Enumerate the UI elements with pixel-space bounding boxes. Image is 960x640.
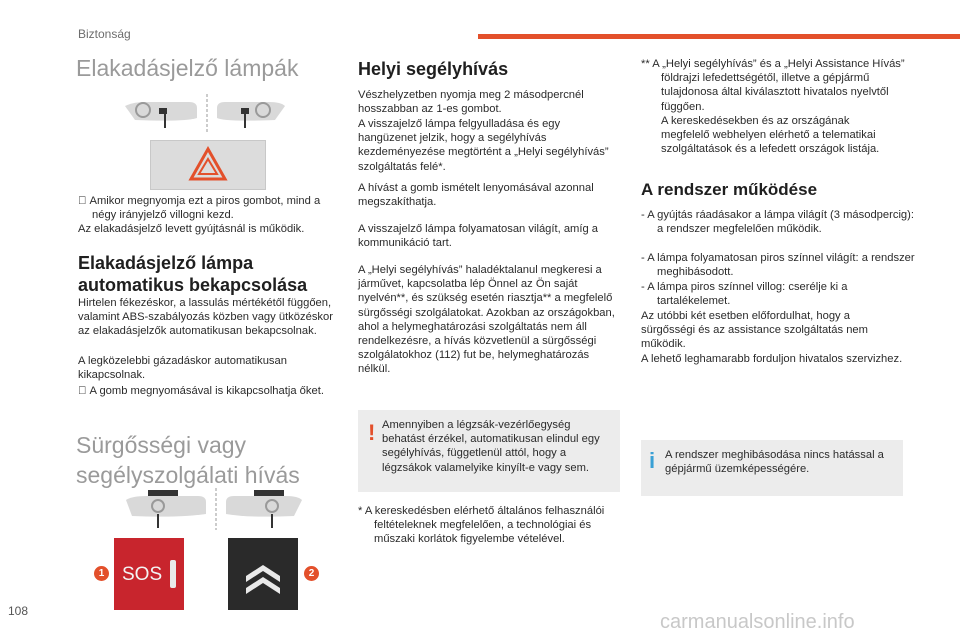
emergency-light-on-text: A visszajelző lámpa folyamatosan világít, amíg a kommunikáció tart. [358, 223, 599, 250]
footnote-double-star-2: A kereskedésekben és az országának megfelelő webhelyen elérhető a telematikai szolgáltatások és a lefedett országok listája. [661, 115, 880, 156]
sos-indicator-icon [170, 560, 176, 588]
info-icon: i [649, 448, 656, 473]
auto-hazard-button-text: A gomb megnyomásával is kikapcsolhatja őket. [78, 385, 313, 397]
system-note: Az utóbbi két esetben előfordulhat, hogy a sürgősségi és az assistance szolgáltatás nem működik. [641, 310, 868, 351]
title-auto-hazard-line1: Elakadásjelző lámpa [78, 253, 254, 273]
watermark: carmanualsonline.info [660, 611, 855, 633]
title-emergency-call-line2: segélyszolgálati hívás [76, 462, 300, 488]
airbag-warning-text: Amennyiben a légzsák-vezérlőegység behatást érzékel, automatikusan elindul egy segélyhívás, függetlenül attól, hogy a légzsákok valamelyike kinyílt-e vagy sem. [382, 419, 600, 474]
header-accent-bar [478, 34, 960, 39]
emergency-service-text: A „Helyi segélyhívás” haladéktalanul megkeresi a járművet, kapcsolatba lép Önnel az Ön saját nyelvén**, és szükség esetén riasztja** a megfelelő sürgősségi szolgálatokat. Azokban az országokban, ahol a helymeghatározási szolgáltatás nem áll rendelkezésre, a hívás közvetlenül a sürgősségi szolgálatokhoz (112) fut be, helymeghatározás nélkül. [358, 264, 615, 376]
page-number: 108 [8, 604, 29, 618]
roof-console-illustration-2 [118, 488, 308, 530]
title-system-operation: A rendszer működése [641, 180, 818, 199]
roof-console-icon [125, 94, 285, 134]
hazard-note: Az elakadásjelző levett gyújtásnál is működik. [78, 223, 305, 235]
sos-label: SOS [122, 564, 163, 585]
footnote-single-star: * A kereskedésben elérhető általános felhasználói feltételeknek megfelelően, a technológiai és műszaki korlátok figyelembe vételével. [358, 505, 605, 546]
system-service-note: A lehető leghamarabb forduljon hivatalos szervizhez. [641, 353, 903, 365]
title-auto-hazard [78, 252, 348, 296]
callout-badge-1: 1 [94, 566, 109, 581]
section-label: Biztonság [78, 27, 131, 41]
system-list-item-1: - A gyújtás ráadásakor a lámpa világít (3 másodpercig): a rendszer megfelelően működik. [641, 209, 914, 236]
roof-console-icon-2 [118, 488, 308, 530]
footnote-double-star: ** A „Helyi segélyhívás” és a „Helyi Assistance Hívás” földrajzi lefedettségétől, illetve a gépjármű tulajdonosa által kiválasztott hivatalos nyelvtől függően. [641, 58, 905, 113]
title-emergency-call [76, 430, 356, 490]
brand-logo-icon [228, 538, 298, 610]
assistance-button-illustration [228, 538, 298, 610]
hazard-instruction: Amikor megnyomja ezt a piros gombot, mind a négy irányjelző villogni kezd. [78, 195, 337, 222]
info-box [641, 440, 903, 496]
hazard-warning-icon [151, 141, 265, 189]
title-emergency-call-line1: Sürgősségi vagy [76, 432, 247, 458]
airbag-warning-box [358, 410, 620, 492]
warning-icon: ! [368, 420, 376, 445]
title-hazard-lamps: Elakadásjelző lámpák [76, 55, 299, 81]
auto-hazard-text: Hirtelen fékezéskor, a lassulás mértékétől függően, valamint ABS-szabályozás közben vagy ütközéskor az elakadásjelzők automatikusan bekapcsolnak. [78, 297, 333, 338]
roof-console-illustration [125, 94, 285, 134]
system-list-item-3: - A lámpa piros színnel villog: cserélje ki a tartalékelemet. [641, 281, 848, 308]
info-text: A rendszer meghibásodása nincs hatással a gépjármű üzemképességére. [665, 449, 884, 476]
sos-button-illustration [114, 538, 184, 610]
title-local-emergency-call: Helyi segélyhívás [358, 59, 509, 79]
callout-badge-2: 2 [304, 566, 319, 581]
system-list-item-2: - A lámpa folyamatosan piros színnel világít: a rendszer meghibásodott. [641, 252, 915, 279]
hazard-button-illustration [150, 140, 266, 190]
auto-hazard-off-text: A legközelebbi gázadáskor automatikusan kikapcsolnak. [78, 355, 287, 382]
emergency-cancel-text: A hívást a gomb ismételt lenyomásával azonnal megszakíthatja. [358, 182, 594, 209]
title-auto-hazard-line2: automatikus bekapcsolása [78, 275, 308, 295]
emergency-light-text: A visszajelző lámpa felgyulladása és egy hangüzenet jelzik, hogy a segélyhívás kezdeményezése megtörtént a „Helyi segélyhívás” szolgáltatás felé*. [358, 118, 609, 173]
emergency-press-text: Vészhelyzetben nyomja meg 2 másodpercnél hosszabban az 1-es gombot. [358, 89, 584, 116]
